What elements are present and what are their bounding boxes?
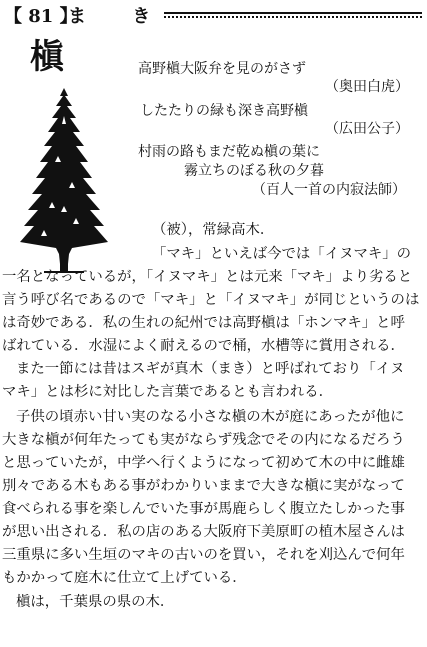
body-line: ばれている．水湿によく耐えるので桶，水槽等に賞用される．: [2, 338, 405, 354]
header-rule: [164, 12, 422, 18]
section-number: 【 81 】: [4, 6, 78, 27]
body-line: 食べられる事を楽しんでいた事が馬鹿らしく腹立たしかった事: [2, 501, 405, 517]
poem-3-line-1: 村雨の路もまだ乾ぬ槇の葉に: [138, 144, 320, 160]
body-line: 「マキ」といえば今では「イヌマキ」の: [152, 246, 412, 262]
body-line: マキ」とは杉に対比した言葉であるとも言われる．: [2, 384, 333, 400]
conifer-tree-icon: [14, 86, 114, 276]
body-line: と思っていたが，中学へ行くようになって初めて木の中に雌雄: [2, 455, 405, 471]
body-line: 三重県に多い生垣のマキの古いのを買い，それを刈込んで何年: [2, 547, 405, 563]
kanji-title: 槇: [30, 37, 64, 77]
body-line: 一名となっているが，「イヌマキ」とは元来「マキ」より劣ると: [2, 269, 413, 285]
body-line: 別々である木もある事がわかりいままで大きな槇に実がなって: [2, 478, 405, 494]
poem-3-line-2: 霧立ちのぼる秋の夕暮: [184, 163, 324, 179]
body-line: 大きな槇が何年たっても実がならず残念でその内になるだろう: [2, 432, 405, 448]
poem-1-line: 高野槇大阪弁を見のがさず: [138, 61, 306, 77]
section-title: ま き: [68, 6, 171, 27]
poem-2-line: したたりの緑も深き高野槇: [140, 103, 308, 119]
body-line: 子供の頃赤い甘い実のなる小さな槇の木が庭にあったが他に: [16, 409, 405, 425]
body-line: が思い出される．私の店のある大阪府下美原町の植木屋さんは: [2, 524, 405, 540]
body-line: は奇妙である．私の生れの紀州では高野槇は「ホンマキ」と呼: [2, 315, 405, 331]
section-header: [4, 2, 424, 28]
poem-1-author: （奥田白虎）: [325, 79, 409, 95]
body-line: 槇は，千葉県の県の木．: [16, 594, 175, 610]
body-line: （被），常緑高木．: [152, 222, 275, 238]
poem-3-author: （百人一首の内寂法師）: [252, 182, 406, 198]
body-line: 言う呼び名であるので「マキ」と「イヌマキ」が同じというのは: [2, 292, 420, 308]
poem-2-author: （広田公子）: [325, 121, 409, 137]
body-line: また一節には昔はスギが真木（まき）と呼ばれており「イヌ: [16, 361, 405, 377]
body-line: もかかって庭木に仕立て上げている．: [2, 570, 247, 586]
